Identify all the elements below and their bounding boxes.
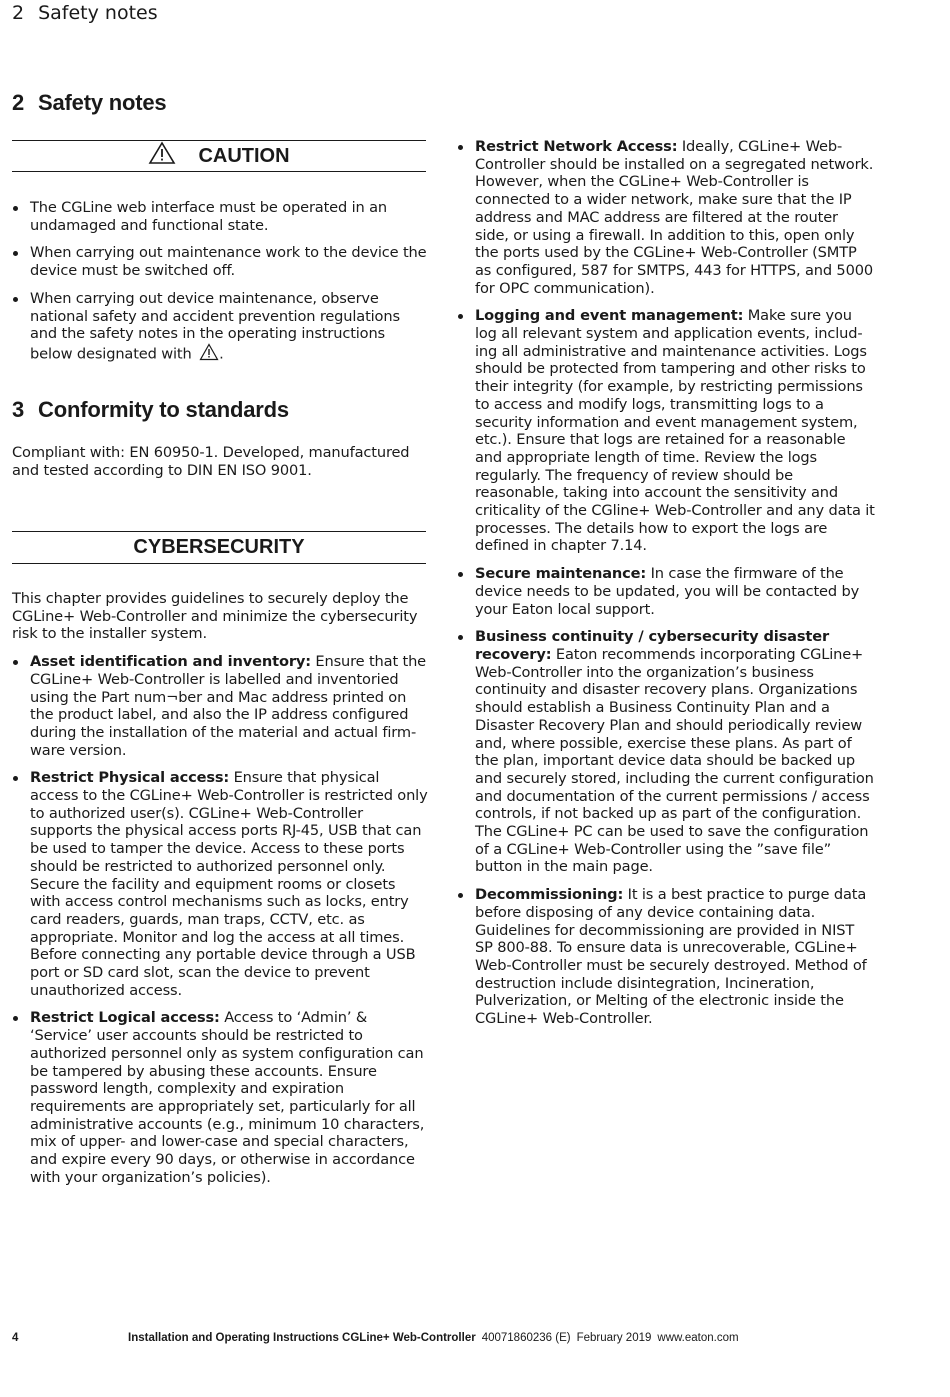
section-heading-conformity — [12, 397, 289, 423]
warning-triangle-icon — [199, 343, 219, 366]
section-title: Conformity to standards — [38, 397, 289, 422]
caution-bullet: The CGLine web interface must be operated in an undamaged and functional state. — [12, 199, 428, 234]
section-number: 3 — [12, 397, 25, 422]
footer-doc-number: 40071860236 (E) — [481, 1332, 571, 1344]
cybersecurity-right-column — [457, 138, 875, 1028]
caution-bullets — [12, 199, 428, 366]
cybersecurity-left-column — [12, 590, 428, 1187]
footer-url: www.eaton.com — [657, 1332, 739, 1344]
warning-triangle-icon — [148, 141, 176, 171]
caution-bullet: When carrying out maintenance work to the device the device must be switched off. — [12, 244, 428, 279]
caution-header — [12, 140, 426, 172]
cyber-bullet: Restrict Physical access: Ensure that physical access to the CGLine+ Web-Controller is restricted only to authorized user(s). CGLine+ Web-Controller supports the physical access ports RJ-45, USB that can be used to tamper the device. Access to these ports should be restricted to authorized personnel only. Secure the facility and equipment rooms or closets with access control mechanisms such as locks, entry card readers, guards, man traps, CCTV, etc. as appropriate. Monitor and log the access at all times. Before connecting any portable device through a USB port or SD card slot, scan the device to prevent unauthorized access. — [12, 769, 428, 999]
cyber-bullet: Restrict Logical access: Access to ‘Admin’ & ‘Service’ user accounts should be restricted to authorized personnel only as system configuration can be tampered by abusing these accounts. Ensure password length, complexity and expiration requirements are appropriately set, particularly for all administrative accounts (e.g., minimum 10 characters, mix of upper- and lower-case and special characters, and expire every 90 days, or otherwise in accordance with your organization’s policies). — [12, 1009, 428, 1186]
cybersecurity-intro: This chapter provides guidelines to securely deploy the CGLine+ Web-Controller and minimize the cybersecurity risk to the installer system. — [12, 590, 418, 643]
running-header — [12, 2, 158, 24]
section-number: 2 — [12, 90, 25, 115]
page-number: 4 — [12, 1332, 19, 1344]
section-title: Safety notes — [38, 90, 167, 115]
footer-doc-title: Installation and Operating Instructions CGLine+ Web-Controller — [128, 1332, 476, 1344]
footer-doc-info — [128, 1332, 739, 1344]
conformity-text: Compliant with: EN 60950-1. Developed, manufactured and tested according to DIN EN ISO 9001. — [12, 444, 410, 479]
cyber-bullet: Asset identification and inventory: Ensure that the CGLine+ Web-Controller is labelled and inventoried using the Part num¬ber and Mac address printed on the product label, and also the IP address configured during the installation of the material and actual firmware version. — [12, 653, 428, 759]
cyber-bullet: Secure maintenance: In case the firmware of the device needs to be updated, you will be contacted by your Eaton local support. — [457, 565, 875, 618]
cyber-bullet: Restrict Network Access: Ideally, CGLine+ Web-Controller should be installed on a segregated network. However, when the CGLine+ Web-Controller is connected to a wider network, make sure that the IP address and MAC address are filtered at the router side, or using a firewall. In addition to this, open only the ports used by the CGLine+ Web-Controller (SMTP as configured, 587 for SMTPS, 443 for HTTPS, and 5000 for OPC communication). — [457, 138, 875, 297]
caution-label: CAUTION — [198, 144, 290, 167]
section-heading-safety-notes — [12, 90, 166, 116]
cyber-bullet: Logging and event management: Make sure you log all relevant system and application events, including all administrative and maintenance activities. Logs should be protected from tampering and other risks to their integrity (for example, by restricting permissions to access and modify logs, transmitting logs to a security information and event management system, etc.). Ensure that logs are retained for a reasonable and appropriate length of time. Review the logs regularly. The frequency of review should be reasonable, taking into account the sensitivity and criticality of the CGline+ Web-Controller and any data it processes. The details how to export the logs are defined in chapter 7.14. — [457, 307, 875, 555]
cyber-bullet: Decommissioning: It is a best practice to purge data before disposing of any device containing data. Guidelines for decommissioning are provided in NIST SP 800-88. To ensure data is unrecoverable, CGLine+ Web-Controller must be securely destroyed. Method of destruction include disintegration, Incineration, Pulverization, or Melting of the electronic inside the CGLine+ Web-Controller. — [457, 886, 875, 1028]
cyber-bullet: Business continuity / cybersecurity disaster recovery: Eaton recommends incorporating CGLine+ Web-Controller into the organization’s business continuity and disaster recovery plans. Organizations should establish a Business Continuity Plan and a Disaster Recovery Plan and should periodically review and, where possible, exercise these plans. As part of the plan, important device data should be backed up and securely stored, including the current configuration and documentation of the current permissions / access controls, if not backed up as part of the configuration. The CGLine+ PC can be used to save the configuration of a CGLine+ Web-Controller using the ”save file” button in the main page. — [457, 628, 875, 876]
running-header-title: Safety notes — [38, 2, 158, 24]
footer-date: February 2019 — [576, 1332, 652, 1344]
caution-bullet: When carrying out device maintenance, observe national safety and accident prevention regulations and the safety notes in the operating instructions below designated with . — [12, 290, 428, 366]
cybersecurity-header — [12, 531, 426, 564]
conformity-text-block — [12, 444, 428, 479]
cybersecurity-label: CYBERSECURITY — [133, 536, 305, 558]
running-header-number: 2 — [12, 2, 25, 24]
